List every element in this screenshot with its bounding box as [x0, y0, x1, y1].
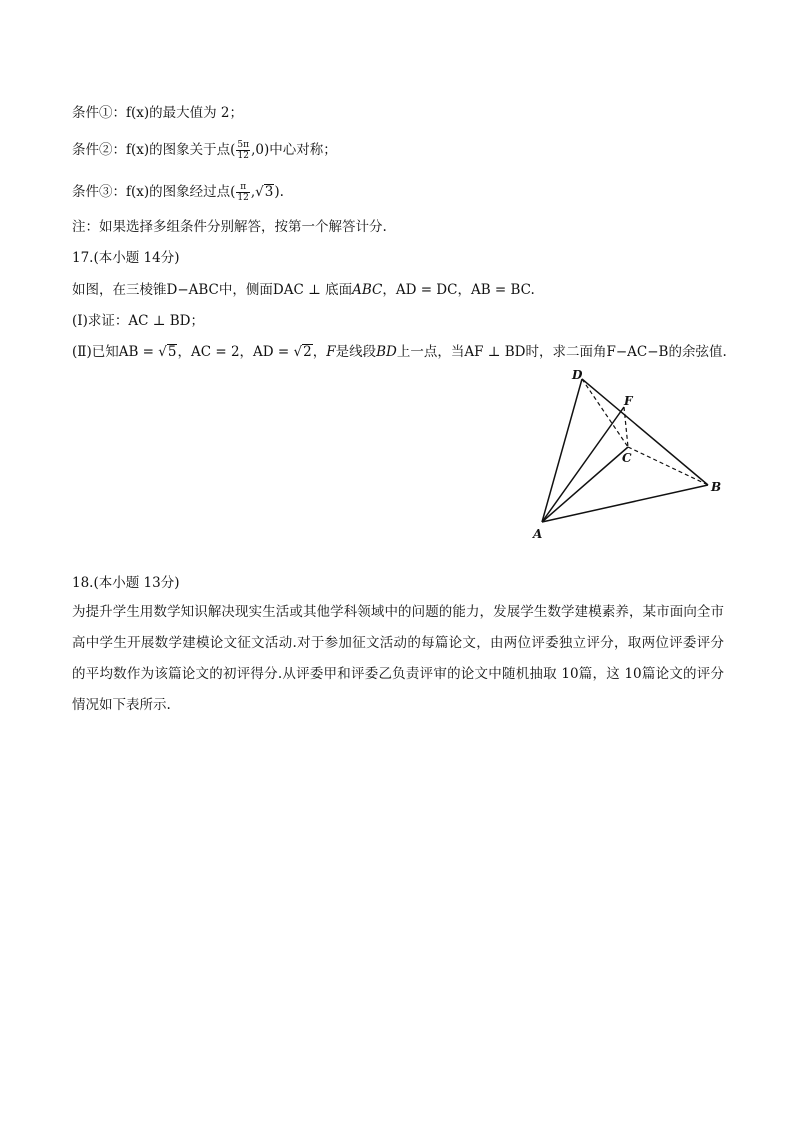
- q17-part2-segment-bd: BD: [376, 344, 397, 360]
- q17-part2-c: ，: [312, 344, 327, 360]
- q18-body: [72, 597, 724, 721]
- condition-3-mid: ,√: [250, 184, 264, 200]
- scoring-note: [72, 218, 387, 236]
- condition-2-fraction: [236, 140, 250, 161]
- q17-stem-abc: ABC: [352, 282, 383, 298]
- vertex-label-a: A: [533, 527, 543, 541]
- edge-fc: [624, 407, 628, 447]
- edge-af: [542, 407, 624, 522]
- scoring-note-text: 注：如果选择多组条件分别解答，按第一个解答计分.: [72, 219, 387, 235]
- condition-2: [72, 140, 337, 161]
- q18-body-text: 为提升学生用数学知识解决现实生活或其他学科领域中的问题的能力，发展学生数学建模素养，某市面向全市高中学生开展数学建模论文征文活动.对于参加征文活动的每篇论文，由两位评委独立评分，取两位评委评分的平均数作为该篇论文的初评得分.从评委甲和评委乙负责评审的论文中随机抽取 10篇，这 10篇论文的评分情况如下表所示.: [72, 604, 724, 713]
- condition-3-numerator: π: [236, 182, 249, 193]
- q18-heading: [72, 574, 179, 592]
- edge-da: [542, 379, 582, 522]
- q17-part2-radicand-1: 5: [167, 344, 177, 360]
- condition-1: [72, 104, 243, 122]
- pyramid-figure: [520, 360, 730, 545]
- edge-ac: [542, 447, 628, 522]
- q17-part1: [72, 312, 204, 330]
- q17-part2-point-f: F: [326, 344, 336, 360]
- vertex-label-c: C: [622, 451, 632, 465]
- q17-part2-a: (Ⅱ)已知AB = √: [72, 344, 167, 360]
- q17-part2-e: 上一点，当AF ⊥ BD时，求二面角F−AC−B的余弦值.: [396, 344, 727, 360]
- condition-3-denominator: 12: [237, 193, 249, 203]
- condition-2-denominator: 12: [237, 151, 249, 161]
- edge-ab: [542, 485, 708, 522]
- condition-3-suffix: ).: [274, 184, 284, 200]
- q17-stem: [72, 281, 535, 299]
- condition-2-prefix: 条件②：f(x)的图象关于点(: [72, 142, 236, 158]
- condition-2-suffix: ,0)中心对称；: [251, 142, 337, 158]
- q17-part2-radicand-2: 2: [303, 344, 312, 360]
- vertex-label-f: F: [624, 394, 633, 408]
- q17-part2-d: 是线段: [335, 344, 377, 360]
- condition-3: [72, 182, 284, 203]
- q17-heading-text: 17.(本小题 14分): [72, 250, 180, 266]
- vertex-label-d: D: [572, 368, 583, 382]
- q18-heading-text: 18.(本小题 13分): [72, 575, 180, 591]
- condition-2-numerator: 5π: [237, 140, 250, 150]
- edge-db: [582, 379, 708, 485]
- q17-heading: [72, 249, 179, 267]
- condition-3-radicand: 3: [264, 184, 274, 200]
- condition-3-fraction: [236, 182, 249, 203]
- edge-dc: [582, 379, 628, 447]
- q17-stem-suffix: ，AD = DC，AB = BC.: [382, 282, 535, 298]
- condition-3-prefix: 条件③：f(x)的图象经过点(: [72, 184, 236, 200]
- q17-part2: [72, 343, 727, 361]
- vertex-label-b: B: [711, 480, 722, 494]
- q17-part1-text: (Ⅰ)求证：AC ⊥ BD；: [72, 313, 204, 329]
- condition-1-text: 条件①：f(x)的最大值为 2；: [72, 105, 244, 121]
- q17-stem-prefix: 如图，在三棱锥D−ABC中，侧面DAC ⊥ 底面: [72, 282, 353, 298]
- q17-part2-b: ，AC = 2，AD = √: [177, 344, 303, 360]
- edge-cb: [628, 447, 708, 485]
